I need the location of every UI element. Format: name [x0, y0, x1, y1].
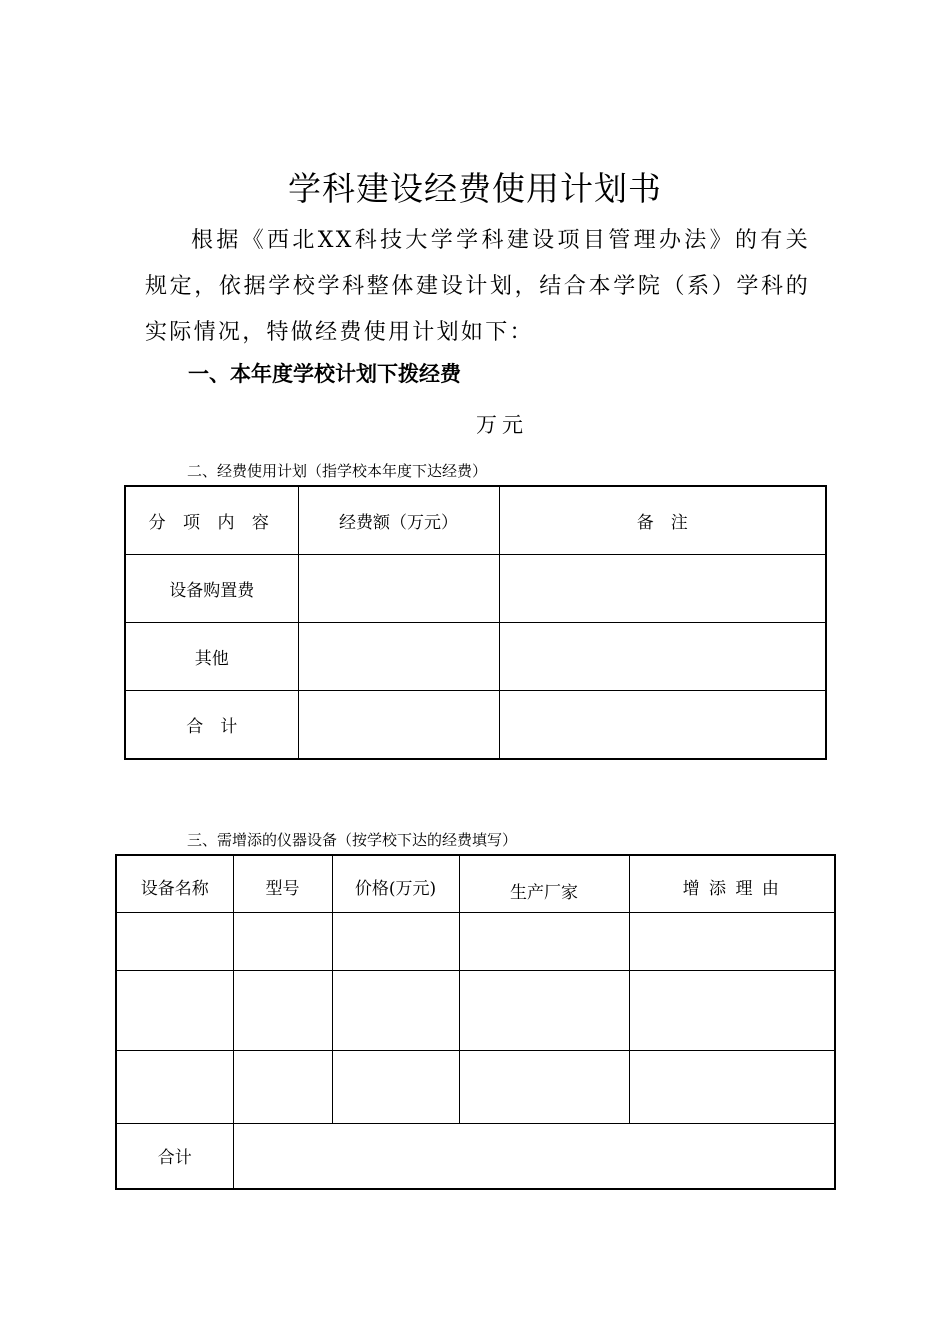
equipment-name-cell[interactable] — [116, 970, 233, 1050]
manufacturer-cell[interactable] — [459, 912, 629, 970]
table-row — [125, 555, 826, 623]
equipment-table — [115, 854, 836, 1190]
table-header-row — [116, 855, 835, 912]
equipment-name-cell[interactable] — [116, 912, 233, 970]
header-reason: 增 添 理 由 — [629, 855, 835, 912]
table-row — [116, 1050, 835, 1123]
header-remark: 备 注 — [499, 486, 826, 555]
manufacturer-cell[interactable] — [459, 970, 629, 1050]
section1-heading: 一、本年度学校计划下拨经费 — [188, 362, 461, 386]
remark-cell[interactable] — [499, 623, 826, 691]
reason-cell[interactable] — [629, 1050, 835, 1123]
price-cell[interactable] — [332, 970, 459, 1050]
price-cell[interactable] — [332, 912, 459, 970]
header-manufacturer: 生产厂家 — [459, 855, 629, 912]
header-amount: 经费额（万元） — [298, 486, 499, 555]
table-header-row — [125, 486, 826, 555]
model-cell[interactable] — [233, 912, 332, 970]
reason-cell[interactable] — [629, 912, 835, 970]
total-label: 合计 — [116, 1123, 233, 1189]
document-title: 学科建设经费使用计划书 — [288, 169, 662, 208]
remark-cell[interactable] — [499, 691, 826, 760]
intro-paragraph: 根据《西北XX科技大学学科建设项目管理办法》的有关规定，依据学校学科整体建设计划，结合本学院（系）学科的实际情况，特做经费使用计划如下： — [145, 228, 810, 345]
header-equipment-name: 设备名称 — [116, 855, 233, 912]
row-label: 设备购置费 — [125, 555, 298, 623]
section2-caption: 二、经费使用计划（指学校本年度下达经费） — [187, 462, 488, 480]
header-price: 价格(万元) — [332, 855, 459, 912]
funding-plan-table — [124, 485, 827, 760]
row-label: 合 计 — [125, 691, 298, 760]
table-row — [116, 912, 835, 970]
amount-cell[interactable] — [298, 691, 499, 760]
section3-caption: 三、需增添的仪器设备（按学校下达的经费填写） — [187, 831, 518, 849]
manufacturer-cell[interactable] — [459, 1050, 629, 1123]
total-row — [116, 1123, 835, 1189]
model-cell[interactable] — [233, 970, 332, 1050]
table-row — [116, 970, 835, 1050]
equipment-name-cell[interactable] — [116, 1050, 233, 1123]
amount-cell[interactable] — [298, 555, 499, 623]
model-cell[interactable] — [233, 1050, 332, 1123]
amount-cell[interactable] — [298, 623, 499, 691]
row-label: 其他 — [125, 623, 298, 691]
remark-cell[interactable] — [499, 555, 826, 623]
header-item: 分 项 内 容 — [125, 486, 298, 555]
table-row — [125, 623, 826, 691]
table-row — [125, 691, 826, 760]
header-model: 型号 — [233, 855, 332, 912]
section1-unit: 万元 — [476, 413, 528, 437]
reason-cell[interactable] — [629, 970, 835, 1050]
total-cell[interactable] — [233, 1123, 835, 1189]
price-cell[interactable] — [332, 1050, 459, 1123]
